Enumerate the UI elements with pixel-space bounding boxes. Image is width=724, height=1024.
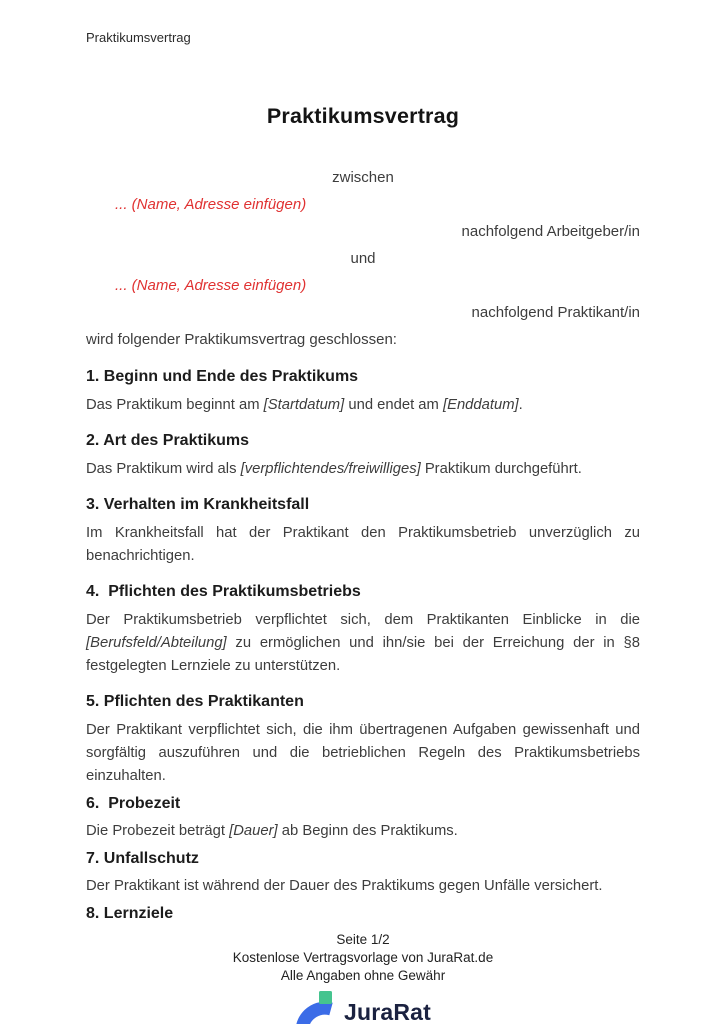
placeholder-field: [verpflichtendes/freiwilliges]	[240, 461, 421, 477]
intern-name-placeholder: ... (Name, Adresse einfügen)	[115, 277, 307, 294]
body-text-run: Der Praktikant verpflichtet sich, die ihm übertragenen Aufgaben gewissenhaft und sorgfältig auszuführen und die betrieblichen Regeln des Praktikumsbetriebs einzuhalten.	[86, 722, 640, 784]
placeholder-field: [Berufsfeld/Abteilung]	[86, 635, 227, 651]
logo-green-square	[319, 991, 332, 1004]
closing-line: wird folgender Praktikumsvertrag geschlossen:	[86, 331, 397, 348]
section-body	[86, 719, 640, 788]
between-label: zwischen	[332, 169, 394, 186]
section-heading: 5. Pflichten des Praktikanten	[86, 693, 304, 710]
body-text-run: ab Beginn des Praktikums.	[277, 823, 458, 839]
section-heading: 1. Beginn und Ende des Praktikums	[86, 368, 359, 385]
footer-disclaimer: Alle Angaben ohne Gewähr	[280, 968, 446, 983]
body-text-run: .	[518, 397, 523, 413]
document-title: Praktikumsvertrag	[266, 104, 460, 128]
section-heading: 6. Probezeit	[86, 795, 181, 812]
section-heading: 8. Lernziele	[86, 905, 174, 922]
jurarat-logo-icon	[295, 990, 335, 1024]
section-body	[86, 394, 640, 417]
body-text-run: Das Praktikum beginnt am	[86, 397, 264, 413]
placeholder-field: [Dauer]	[229, 823, 278, 839]
footer-page-indicator: Seite 1/2	[336, 932, 390, 947]
section-body	[86, 458, 640, 481]
page-footer	[86, 931, 640, 1024]
logo-swoosh-shape	[302, 1008, 331, 1024]
body-text-run: und endet am	[344, 397, 443, 413]
body-text-run: Der Praktikumsbetrieb verpflichtet sich, dem Praktikanten Einblicke in die	[86, 612, 640, 628]
placeholder-field: [Enddatum]	[442, 397, 519, 413]
jurarat-logo	[86, 990, 640, 1024]
body-text-run: Das Praktikum wird als	[86, 461, 241, 477]
contract-sections	[86, 366, 640, 924]
body-text-run: zu ermöglichen und ihn/sie bei der Erreichung der in §8 festgelegten Lernziele zu unterstützen.	[86, 635, 640, 674]
section-heading: 4. Pflichten des Praktikumsbetriebs	[86, 583, 361, 600]
employer-role-label: nachfolgend Arbeitgeber/in	[461, 223, 640, 240]
body-text-run: Die Probezeit beträgt	[86, 823, 230, 839]
employer-name-placeholder: ... (Name, Adresse einfügen)	[115, 196, 307, 213]
body-text-run: Der Praktikant ist während der Dauer des Praktikums gegen Unfälle versichert.	[86, 878, 603, 894]
body-text-run: Praktikum durchgeführt.	[420, 461, 582, 477]
placeholder-field: [Startdatum]	[263, 397, 345, 413]
section-body	[86, 609, 640, 678]
jurarat-wordmark: JuraRat	[343, 999, 432, 1024]
and-label: und	[350, 250, 376, 267]
section-body	[86, 875, 640, 898]
section-body	[86, 522, 640, 568]
footer-source-line: Kostenlose Vertragsvorlage von JuraRat.de	[232, 950, 494, 965]
intern-role-label: nachfolgend Praktikant/in	[471, 304, 640, 321]
section-heading: 2. Art des Praktikums	[86, 432, 250, 449]
section-heading: 3. Verhalten im Krankheitsfall	[86, 496, 310, 513]
section-heading: 7. Unfallschutz	[86, 850, 199, 867]
body-text-run: Im Krankheitsfall hat der Praktikant den Praktikumsbetrieb unverzüglich zu benachrichtigen.	[86, 525, 640, 564]
contract-parties-block	[86, 164, 640, 353]
document-header-label: Praktikumsvertrag	[86, 30, 191, 45]
section-body	[86, 820, 640, 843]
